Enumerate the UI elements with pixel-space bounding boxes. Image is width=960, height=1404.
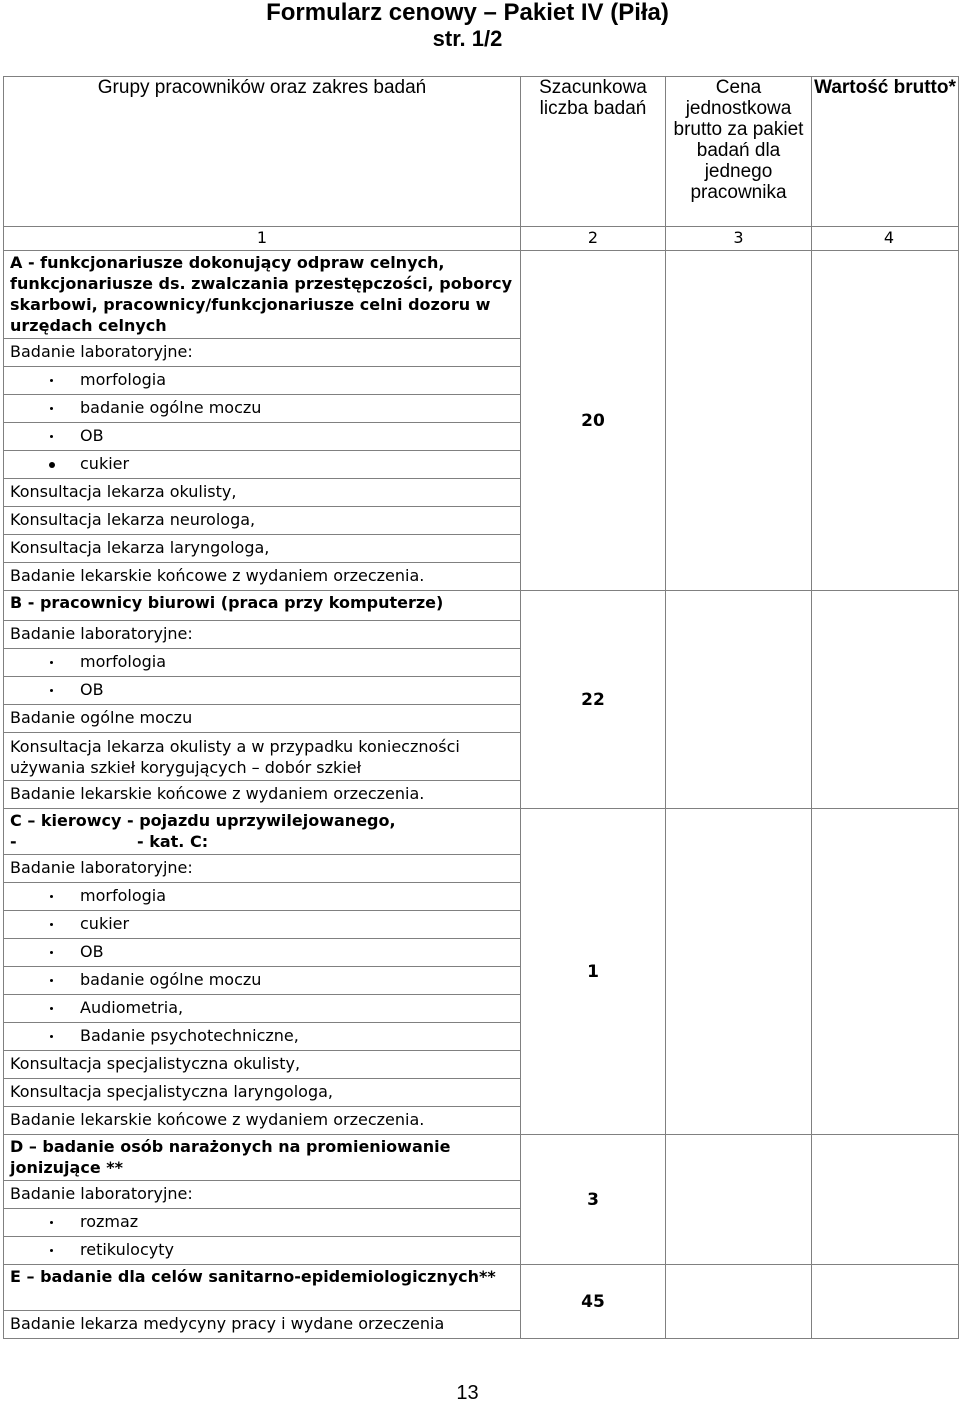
group-d-unit-price-cell[interactable] <box>666 1135 812 1265</box>
list-item: Audiometria, <box>4 995 521 1023</box>
group-d-quantity: 3 <box>521 1135 666 1265</box>
list-item: Badanie ogólne moczu <box>4 705 521 733</box>
list-item: Konsultacja lekarza neurologa, <box>4 507 521 535</box>
group-a-quantity: 20 <box>521 251 666 591</box>
group-c-title-category: - kat. C: <box>137 832 209 851</box>
header-unit-price: Cena jednostkowa brutto za pakiet badań dla jednego pracownika <box>666 77 812 227</box>
group-c-title-line2 <box>10 831 520 852</box>
list-item: OB <box>4 423 521 451</box>
list-item: Badanie lekarza medycyny pracy i wydane orzeczenia <box>4 1311 521 1339</box>
group-d-value-cell[interactable] <box>812 1135 959 1265</box>
header-row <box>4 77 959 227</box>
list-item: Konsultacja lekarza okulisty a w przypadku konieczności używania szkieł korygujących – dobór szkieł <box>4 733 521 781</box>
group-e-title-row <box>4 1265 959 1311</box>
price-form-table <box>3 76 959 1339</box>
group-c-quantity: 1 <box>521 809 666 1135</box>
group-c-title <box>4 809 521 855</box>
list-item: Badanie laboratoryjne: <box>4 339 521 367</box>
list-item: cukier <box>4 911 521 939</box>
list-item: badanie ogólne moczu <box>4 967 521 995</box>
col-number-4: 4 <box>812 227 959 251</box>
group-c-title-row <box>4 809 959 855</box>
group-b-quantity: 22 <box>521 591 666 809</box>
list-item: cukier <box>4 451 521 479</box>
list-item: Badanie lekarskie końcowe z wydaniem orzeczenia. <box>4 781 521 809</box>
header-groups: Grupy pracowników oraz zakres badań <box>4 77 521 227</box>
page-title: Formularz cenowy – Pakiet IV (Piła) <box>266 0 669 26</box>
group-c-unit-price-cell[interactable] <box>666 809 812 1135</box>
group-e-value-cell[interactable] <box>812 1265 959 1339</box>
group-a-value-cell[interactable] <box>812 251 959 591</box>
list-item: Badanie laboratoryjne: <box>4 1181 521 1209</box>
group-a-title-row <box>4 251 959 339</box>
list-item: retikulocyty <box>4 1237 521 1265</box>
list-item: morfologia <box>4 649 521 677</box>
column-number-row <box>4 227 959 251</box>
group-e-quantity: 45 <box>521 1265 666 1339</box>
group-b-title-row <box>4 591 959 621</box>
list-item: Konsultacja lekarza laryngologa, <box>4 535 521 563</box>
list-item: morfologia <box>4 367 521 395</box>
group-b-unit-price-cell[interactable] <box>666 591 812 809</box>
list-item: Badanie laboratoryjne: <box>4 855 521 883</box>
header-quantity: Szacunkowa liczba badań <box>521 77 666 227</box>
group-e-unit-price-cell[interactable] <box>666 1265 812 1339</box>
list-item: Badanie psychotechniczne, <box>4 1023 521 1051</box>
group-e-title: E – badanie dla celów sanitarno-epidemiologicznych** <box>4 1265 521 1311</box>
page-number: 13 <box>456 1382 479 1404</box>
list-item: Badanie lekarskie końcowe z wydaniem orzeczenia. <box>4 1107 521 1135</box>
group-c-value-cell[interactable] <box>812 809 959 1135</box>
group-c-title-line1: C – kierowcy - pojazdu uprzywilejowanego, <box>10 811 396 830</box>
list-item: rozmaz <box>4 1209 521 1237</box>
group-a-unit-price-cell[interactable] <box>666 251 812 591</box>
group-b-value-cell[interactable] <box>812 591 959 809</box>
list-item: Badanie lekarskie końcowe z wydaniem orzeczenia. <box>4 563 521 591</box>
col-number-2: 2 <box>521 227 666 251</box>
group-b-title: B - pracownicy biurowi (praca przy komputerze) <box>4 591 521 621</box>
list-item: Konsultacja specjalistyczna laryngologa, <box>4 1079 521 1107</box>
page-subtitle: str. 1/2 <box>432 26 503 51</box>
group-d-title-row <box>4 1135 959 1181</box>
list-item: Konsultacja specjalistyczna okulisty, <box>4 1051 521 1079</box>
list-item: Badanie laboratoryjne: <box>4 621 521 649</box>
list-item: Konsultacja lekarza okulisty, <box>4 479 521 507</box>
header-gross-value: Wartość brutto* <box>812 77 959 227</box>
col-number-3: 3 <box>666 227 812 251</box>
list-item: badanie ogólne moczu <box>4 395 521 423</box>
col-number-1: 1 <box>4 227 521 251</box>
group-c-title-dash: - <box>10 832 17 851</box>
list-item: OB <box>4 677 521 705</box>
group-a-title: A - funkcjonariusze dokonujący odpraw celnych, funkcjonariusze ds. zwalczania przestępczości, poborcy skarbowi, pracownicy/funkcjonariusze celni dozoru w urzędach celnych <box>4 251 521 339</box>
group-d-title: D – badanie osób narażonych na promieniowanie jonizujące ** <box>4 1135 521 1181</box>
list-item: morfologia <box>4 883 521 911</box>
list-item: OB <box>4 939 521 967</box>
